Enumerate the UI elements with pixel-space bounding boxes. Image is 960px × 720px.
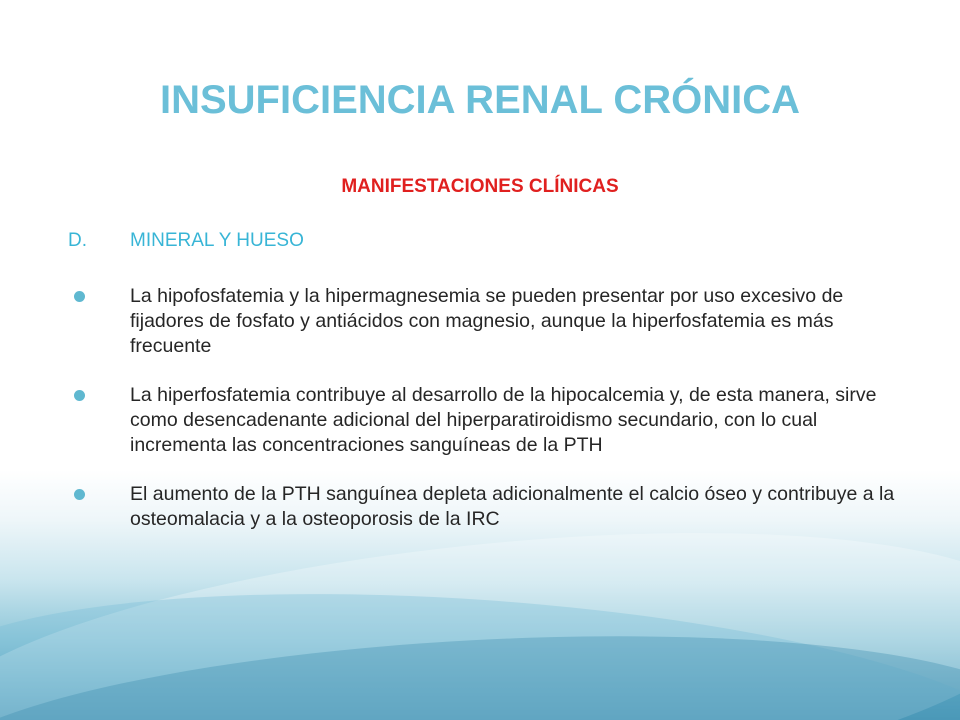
bullet-text: El aumento de la PTH sanguínea depleta adicionalmente el calcio óseo y contribuye a la osteomalacia y a la osteoporosis de la IRC [130,483,895,530]
bullet-text: La hipofosfatemia y la hipermagnesemia se pueden presentar por uso excesivo de fijadores de fosfato y antiácidos con magnesio, aunque la hiperfosfatemia es más frecuente [130,285,844,357]
section-heading [68,230,304,252]
bullet-dot-icon [74,489,85,500]
list-item [68,383,898,458]
list-item [68,482,898,532]
section-letter: D. [68,230,87,251]
slide-subtitle: MANIFESTACIONES CLÍNICAS [341,176,619,197]
slide-title: INSUFICIENCIA RENAL CRÓNICA [159,78,801,122]
bullet-list [68,284,898,556]
section-label: MINERAL Y HUESO [130,230,304,251]
bullet-text: La hiperfosfatemia contribuye al desarrollo de la hipocalcemia y, de esta manera, sirve como desencadenante adicional del hiperparatiroidismo secundario, con lo cual incrementa las concentraciones sanguíneas de la PTH [130,384,877,456]
bullet-dot-icon [74,291,85,302]
bullet-dot-icon [74,390,85,401]
list-item [68,284,898,359]
